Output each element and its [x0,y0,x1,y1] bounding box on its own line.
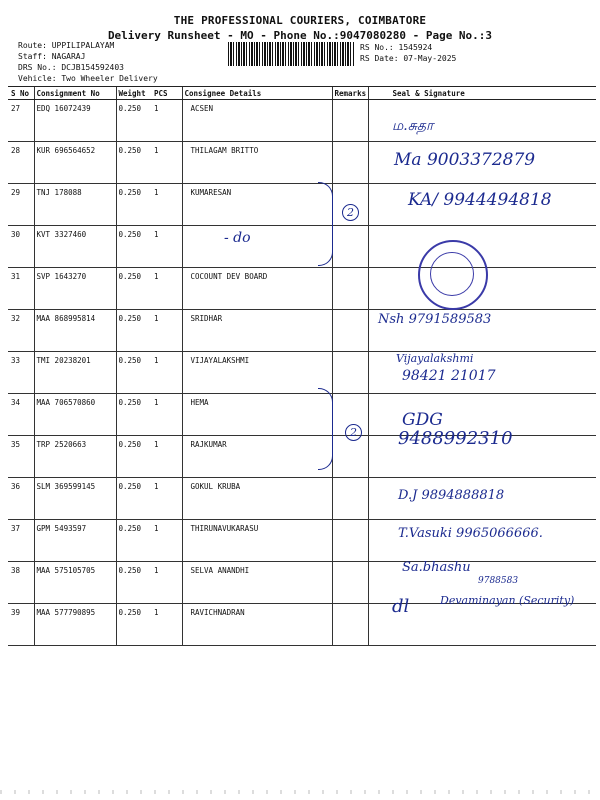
col-header-signature: Seal & Signature [368,87,596,100]
weight: 0.250 [116,268,152,310]
remarks [332,520,368,562]
table-row [8,268,596,310]
signature-scribble: Nsh [378,312,409,327]
consignee: COCOUNT DEV BOARD [182,268,332,310]
pcs: 1 [152,142,182,184]
consignee: THILAGAM BRITTO [182,142,332,184]
pcs: 1 [152,268,182,310]
signature-scribble: Ma [394,150,427,170]
consignment-no: TNJ 178088 [34,184,116,226]
phone-row-38: 9788583 [478,576,519,586]
pcs: 1 [152,562,182,604]
consignee: VIJAYALAKSHMI [182,352,332,394]
sno: 35 [8,436,34,478]
remark-brace-top [318,182,333,266]
vehicle-label: Vehicle: Two Wheeler Delivery [18,74,158,83]
table-row [8,226,596,268]
scan-artifact-dots [0,790,600,794]
signature-row-33-name: Vijayalakshmi [396,352,474,365]
phone-row-33: 98421 21017 [402,368,496,384]
remarks [332,562,368,604]
phone-row-28: 9003372879 [426,150,536,170]
pcs: 1 [152,520,182,562]
runsheet-table [8,86,596,646]
consignment-no: MAA 868995814 [34,310,116,352]
pcs: 1 [152,436,182,478]
sno: 37 [8,520,34,562]
signature-row-39: Devaminayan (Security) [440,594,575,607]
consignment-no: TRP 2520663 [34,436,116,478]
pcs: 1 [152,226,182,268]
signature-row-39-scribble: dl [392,596,410,617]
col-header-pcs: PCS [152,87,182,100]
weight: 0.250 [116,604,152,646]
ditto-mark-row-30: - do [224,230,251,246]
remarks [332,310,368,352]
remark-brace-bottom [318,388,333,470]
phone-row-35: 9488992310 [398,428,513,449]
col-header-remarks: Remarks [332,87,368,100]
weight: 0.250 [116,562,152,604]
remark-circle-2-bottom: 2 [345,424,362,441]
weight: 0.250 [116,184,152,226]
table-row [8,604,596,646]
consignment-no: KUR 696564652 [34,142,116,184]
table-row [8,352,596,394]
signature-row-36 [398,488,504,503]
sno: 32 [8,310,34,352]
pcs: 1 [152,352,182,394]
phone-row-29: 9944494818 [443,190,552,210]
sno: 38 [8,562,34,604]
consignee: HEMA [182,394,332,436]
consignment-no: MAA 706570860 [34,394,116,436]
sno: 27 [8,100,34,142]
consignment-no: EDQ 16072439 [34,100,116,142]
col-header-weight: Weight [116,87,152,100]
consignment-no: TMI 20238201 [34,352,116,394]
route-label: Route: UPPILIPALAYAM [18,41,115,50]
sno: 34 [8,394,34,436]
sno: 36 [8,478,34,520]
staff-label: Staff: NAGARAJ [18,52,86,61]
phone-row-32: 9791589583 [408,312,492,327]
remarks [332,436,368,478]
signature-row-38-scribble: Sa.bhashu [402,560,471,575]
pcs: 1 [152,100,182,142]
sno: 31 [8,268,34,310]
col-header-consignee: Consignee Details [182,87,332,100]
coconut-board-seal [418,240,488,310]
remarks [332,142,368,184]
weight: 0.250 [116,436,152,478]
consignee: RAJKUMAR [182,436,332,478]
sno: 33 [8,352,34,394]
remarks [332,268,368,310]
signature-row-27: ம.சுதா [392,118,434,134]
weight: 0.250 [116,520,152,562]
weight: 0.250 [116,226,152,268]
remarks [332,100,368,142]
pcs: 1 [152,478,182,520]
pcs: 1 [152,184,182,226]
sno: 29 [8,184,34,226]
consignment-no: GPM 5493597 [34,520,116,562]
weight: 0.250 [116,352,152,394]
table-body [8,100,596,646]
consignment-no: MAA 575105705 [34,562,116,604]
sno: 28 [8,142,34,184]
remarks [332,226,368,268]
remarks [332,604,368,646]
sno: 39 [8,604,34,646]
table-row [8,310,596,352]
drs-number: DRS No.: DCJB154592403 [18,63,124,72]
signature-row-29 [408,190,552,210]
weight: 0.250 [116,100,152,142]
phone-row-36: 9894888818 [421,488,505,503]
consignee: RAVICHNADRAN [182,604,332,646]
consignee: ACSEN [182,100,332,142]
consignment-no: MAA 577790895 [34,604,116,646]
signature-scribble: D.J [398,488,422,503]
weight: 0.250 [116,142,152,184]
signature-row-35-scribble: GDG [402,410,443,430]
table-header-row [8,87,596,100]
company-title: THE PROFESSIONAL COURIERS, COIMBATORE [173,14,427,27]
rs-date: RS Date: 07-May-2025 [360,54,457,63]
weight: 0.250 [116,394,152,436]
signature-row-37: T.Vasuki 9965066666. [398,526,543,541]
remark-circle-2-top: 2 [342,204,359,221]
barcode-image [228,42,354,66]
col-header-consignment: Consignment No [34,87,116,100]
signature-scribble: KA/ [408,190,444,210]
pcs: 1 [152,310,182,352]
runsheet-subtitle: Delivery Runsheet - MO - Phone No.:9047080280 - Page No.:3 [107,29,493,42]
table-row [8,478,596,520]
consignee: SRIDHAR [182,310,332,352]
consignment-no: SVP 1643270 [34,268,116,310]
pcs: 1 [152,394,182,436]
consignee: GOKUL KRUBA [182,478,332,520]
consignee: THIRUNAVUKARASU [182,520,332,562]
col-header-sno: S No [8,87,34,100]
signature-row-32 [378,312,491,327]
remarks [332,352,368,394]
table-row [8,100,596,142]
consignee [182,226,332,268]
consignee: KUMARESAN [182,184,332,226]
consignee: SELVA ANANDHI [182,562,332,604]
signature-row-28 [394,150,535,170]
pcs: 1 [152,604,182,646]
sno: 30 [8,226,34,268]
consignment-no: KVT 3327460 [34,226,116,268]
weight: 0.250 [116,478,152,520]
rs-number: RS No.: 1545924 [360,43,433,52]
remarks [332,478,368,520]
weight: 0.250 [116,310,152,352]
consignment-no: SLM 369599145 [34,478,116,520]
